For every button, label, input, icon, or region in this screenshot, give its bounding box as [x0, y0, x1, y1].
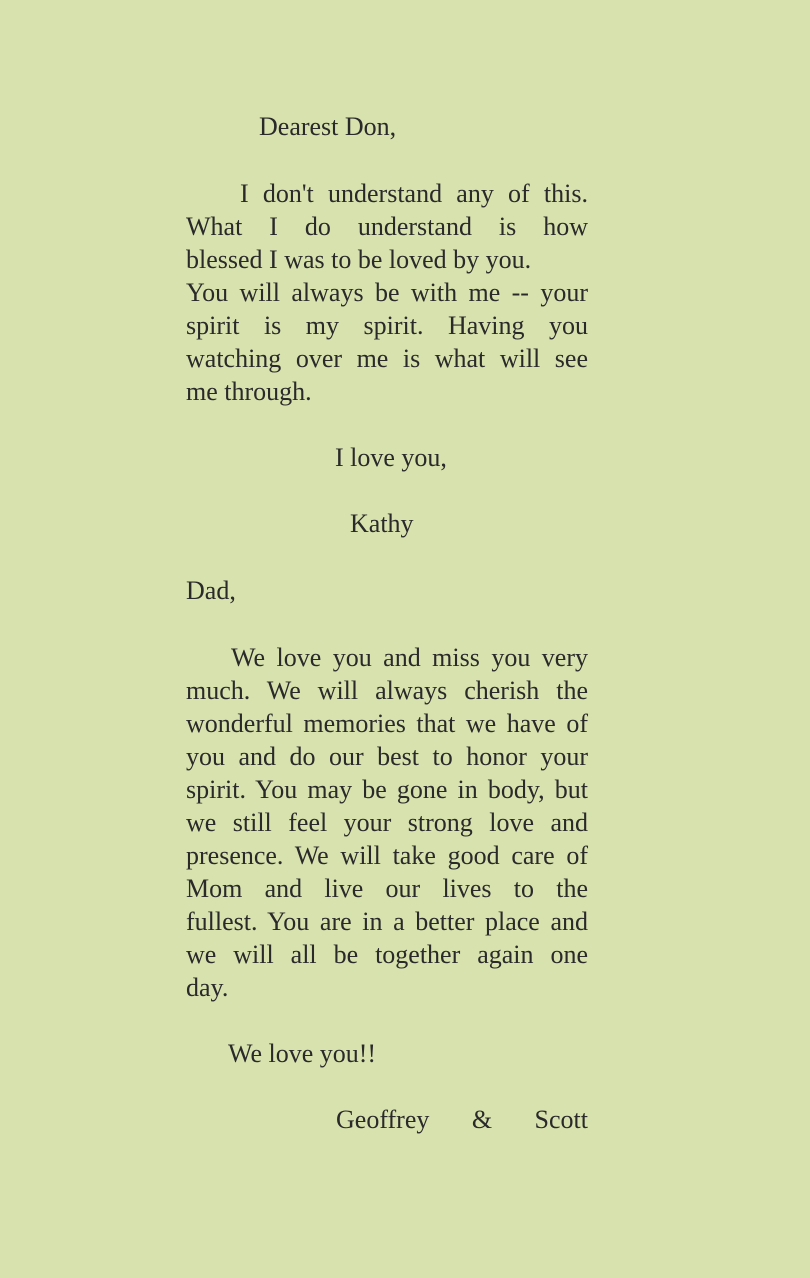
letter1-body-line: I don't understand any of this. [240, 179, 588, 208]
letter2-body-line: Mom and live our lives to the [186, 874, 588, 903]
letter1-closing: I love you, [335, 443, 447, 472]
letter2-signatures [336, 1103, 588, 1136]
letter1-signature: Kathy [350, 509, 414, 538]
letter2-body [186, 641, 588, 1004]
letter2-body-line: We love you and miss you very [231, 643, 588, 672]
letter2-body-line: we still feel your strong love and [186, 808, 588, 837]
letter2-body-line: presence. We will take good care of [186, 841, 588, 870]
signature-name: Scott [534, 1105, 588, 1134]
letter2-body-line: you and do our best to honor your [186, 742, 588, 771]
signature-ampersand: & [471, 1105, 493, 1134]
letter2-body-line: spirit. You may be gone in body, but [186, 775, 588, 804]
letter2-body-line: much. We will always cherish the [186, 676, 588, 705]
letter1-body-line: You will always be with me -- your [186, 278, 588, 307]
letter1-body-line: blessed I was to be loved by you. [186, 245, 532, 274]
letter2-body-line: wonderful memories that we have of [186, 709, 588, 738]
letter1-salutation: Dearest Don, [259, 112, 397, 141]
letter1-body-line: spirit is my spirit. Having you [186, 311, 588, 340]
letter2-body-line: we will all be together again one [186, 940, 588, 969]
signature-name: Geoffrey [336, 1105, 430, 1134]
letter1-body-line: What I do understand is how [186, 212, 588, 241]
letter1-body-line: me through. [186, 377, 312, 406]
letter2-body-line: fullest. You are in a better place and [186, 907, 588, 936]
letter1-body-line: watching over me is what will see [186, 344, 588, 373]
letter2-closing: We love you!! [228, 1039, 377, 1068]
letter2-salutation: Dad, [186, 576, 236, 605]
letter2-body-line: day. [186, 973, 229, 1002]
letter1-body [186, 177, 588, 408]
